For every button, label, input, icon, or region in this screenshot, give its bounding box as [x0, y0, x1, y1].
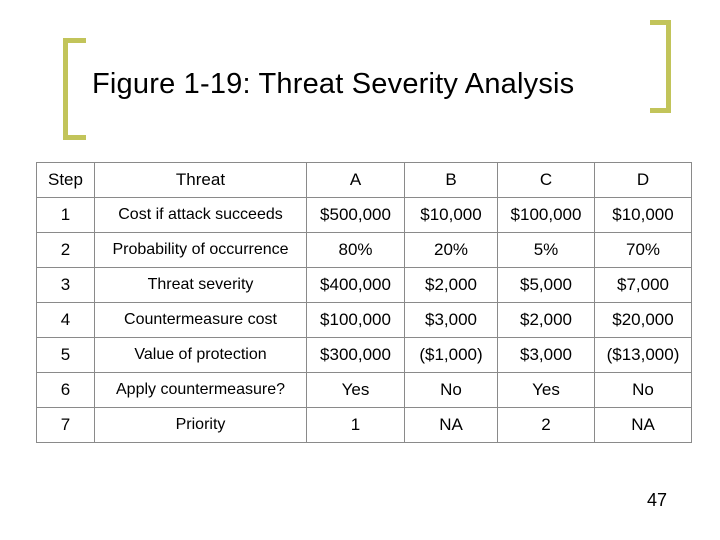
value-cell-c: $100,000: [498, 198, 595, 233]
header-cell-d: D: [595, 163, 692, 198]
value-cell-a: $300,000: [307, 338, 405, 373]
value-cell-a: $400,000: [307, 268, 405, 303]
value-cell-d: No: [595, 373, 692, 408]
value-cell-a: $500,000: [307, 198, 405, 233]
step-cell: 7: [37, 408, 95, 443]
table-row: [37, 233, 692, 268]
step-cell: 1: [37, 198, 95, 233]
value-cell-d: 70%: [595, 233, 692, 268]
threat-cell: Countermeasure cost: [95, 303, 307, 338]
right-bracket-decoration: [650, 20, 671, 113]
table-row: [37, 408, 692, 443]
value-cell-a: Yes: [307, 373, 405, 408]
header-cell-a: A: [307, 163, 405, 198]
value-cell-b: $2,000: [405, 268, 498, 303]
value-cell-d: NA: [595, 408, 692, 443]
table-header-row: [37, 163, 692, 198]
slide-title: Figure 1-19: Threat Severity Analysis: [92, 68, 575, 100]
threat-cell: Priority: [95, 408, 307, 443]
table-row: [37, 198, 692, 233]
value-cell-d: $7,000: [595, 268, 692, 303]
threat-cell: Apply countermeasure?: [95, 373, 307, 408]
threat-cell: Probability of occurrence: [95, 233, 307, 268]
value-cell-c: $2,000: [498, 303, 595, 338]
table-row: [37, 268, 692, 303]
table-row: [37, 338, 692, 373]
threat-severity-table: [36, 162, 692, 443]
value-cell-b: No: [405, 373, 498, 408]
value-cell-a: 80%: [307, 233, 405, 268]
value-cell-b: $3,000: [405, 303, 498, 338]
step-cell: 5: [37, 338, 95, 373]
table-row: [37, 303, 692, 338]
threat-cell: Threat severity: [95, 268, 307, 303]
value-cell-b: $10,000: [405, 198, 498, 233]
value-cell-d: ($13,000): [595, 338, 692, 373]
value-cell-c: 2: [498, 408, 595, 443]
threat-cell: Cost if attack succeeds: [95, 198, 307, 233]
value-cell-b: 20%: [405, 233, 498, 268]
table-row: [37, 373, 692, 408]
header-cell-step: Step: [37, 163, 95, 198]
value-cell-b: NA: [405, 408, 498, 443]
header-cell-b: B: [405, 163, 498, 198]
value-cell-c: Yes: [498, 373, 595, 408]
value-cell-c: $5,000: [498, 268, 595, 303]
step-cell: 3: [37, 268, 95, 303]
header-cell-threat: Threat: [95, 163, 307, 198]
value-cell-b: ($1,000): [405, 338, 498, 373]
value-cell-d: $10,000: [595, 198, 692, 233]
step-cell: 4: [37, 303, 95, 338]
value-cell-a: 1: [307, 408, 405, 443]
value-cell-a: $100,000: [307, 303, 405, 338]
value-cell-c: $3,000: [498, 338, 595, 373]
threat-cell: Value of protection: [95, 338, 307, 373]
value-cell-c: 5%: [498, 233, 595, 268]
step-cell: 6: [37, 373, 95, 408]
value-cell-d: $20,000: [595, 303, 692, 338]
left-bracket-decoration: [63, 38, 86, 140]
step-cell: 2: [37, 233, 95, 268]
page-number: 47: [647, 490, 668, 510]
header-cell-c: C: [498, 163, 595, 198]
